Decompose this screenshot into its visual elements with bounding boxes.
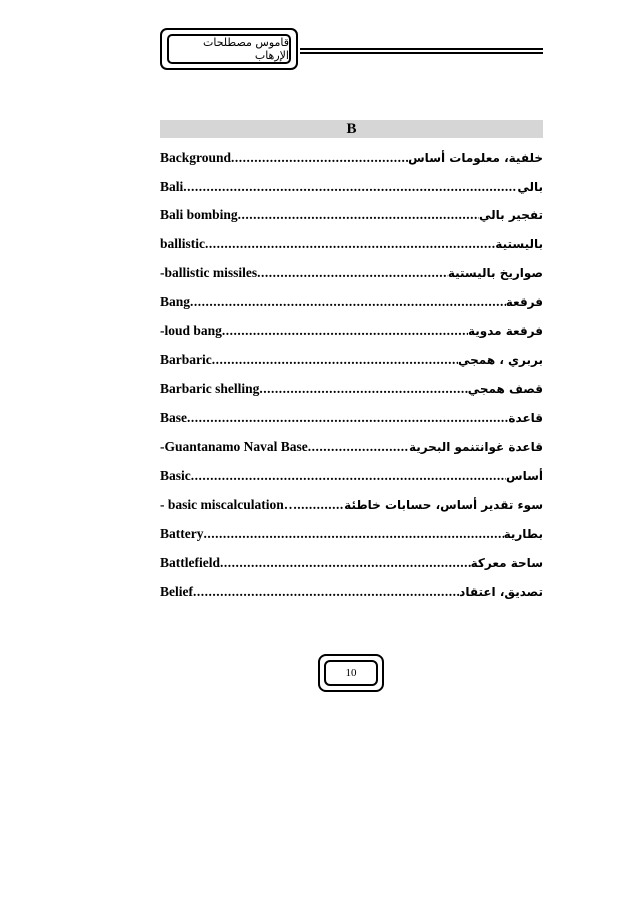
- glossary-entry: [160, 323, 543, 343]
- entry-arabic: بربري ، همجي: [457, 353, 543, 367]
- entry-english: -ballistic missiles: [160, 265, 258, 280]
- entry-english: Bali: [160, 179, 184, 194]
- glossary-entry: [160, 410, 543, 430]
- glossary-entry: [160, 352, 543, 372]
- entry-arabic: خلفية، معلومات أساس: [408, 151, 543, 165]
- glossary-entry: [160, 294, 543, 314]
- entry-arabic: قصف همجي: [467, 382, 543, 396]
- header-title: قاموس مصطلحات الإرهاب: [167, 34, 291, 64]
- glossary-entry: [160, 526, 543, 546]
- header-rule: [300, 48, 543, 54]
- entry-english: ballistic: [160, 236, 206, 251]
- leader-dots: [212, 352, 458, 368]
- leader-dots: [308, 439, 409, 455]
- entry-english: Belief: [160, 584, 193, 599]
- entry-arabic: باليستية: [495, 237, 543, 251]
- entry-arabic: قاعدة: [508, 411, 543, 425]
- leader-dots: [191, 468, 506, 484]
- entry-arabic: فرقعة مدوية: [467, 324, 543, 338]
- page-number: 10: [324, 660, 378, 686]
- glossary-entry: [160, 439, 543, 459]
- leader-dots: [203, 526, 503, 542]
- section-letter: B: [160, 120, 543, 138]
- leader-dots: [193, 584, 459, 600]
- entry-arabic: فرقعة: [505, 295, 543, 309]
- entry-arabic: ساحة معركة: [470, 556, 543, 570]
- leader-dots: [222, 323, 468, 339]
- glossary-entry: [160, 468, 543, 488]
- leader-dots: [190, 294, 506, 310]
- entry-english: Barbaric: [160, 352, 212, 367]
- leader-dots: [187, 410, 508, 426]
- glossary-entry: [160, 497, 543, 517]
- entry-english: Battery: [160, 526, 204, 541]
- leader-dots: [231, 150, 408, 166]
- header-frame: [160, 28, 298, 70]
- leader-dots: [259, 381, 467, 397]
- entry-arabic: سوء تقدير أساس، حسابات خاطئة: [344, 498, 543, 512]
- entry-arabic: صواريخ باليستية: [447, 266, 543, 280]
- entry-english: Bali bombing: [160, 207, 238, 222]
- entry-english: Base: [160, 410, 187, 425]
- entry-arabic: قاعدة غوانتنمو البحرية: [408, 440, 543, 454]
- glossary-entry: [160, 265, 543, 285]
- entry-english: Bang: [160, 294, 191, 309]
- glossary-entry: [160, 236, 543, 256]
- entry-english: -Guantanamo Naval Base: [160, 439, 308, 454]
- entry-arabic: تصديق، اعتقاد: [459, 585, 543, 599]
- glossary-entry: [160, 207, 543, 227]
- entry-english: Basic: [160, 468, 191, 483]
- entry-english: Background: [160, 150, 232, 165]
- entry-english: Battlefield: [160, 555, 220, 570]
- leader-dots: [238, 207, 479, 223]
- page-number-frame: [318, 654, 384, 692]
- leader-dots: [220, 555, 471, 571]
- entry-english: -loud bang: [160, 323, 222, 338]
- leader-dots: [257, 265, 448, 281]
- leader-dots: [205, 236, 495, 252]
- leader-dots: [183, 179, 517, 195]
- glossary-entry: [160, 584, 543, 604]
- entry-arabic: تفجير بالي: [479, 208, 543, 222]
- glossary-entry: [160, 555, 543, 575]
- entry-arabic: أساس: [506, 469, 543, 483]
- entry-arabic: بالي: [517, 180, 543, 194]
- leader-dots: [297, 497, 344, 513]
- glossary-entry: [160, 381, 543, 401]
- glossary-entry: [160, 179, 543, 199]
- entry-english: Barbaric shelling: [160, 381, 260, 396]
- glossary-entry: [160, 150, 543, 170]
- entry-arabic: بطارية: [503, 527, 543, 541]
- entry-english: - basic miscalculation…: [160, 497, 298, 512]
